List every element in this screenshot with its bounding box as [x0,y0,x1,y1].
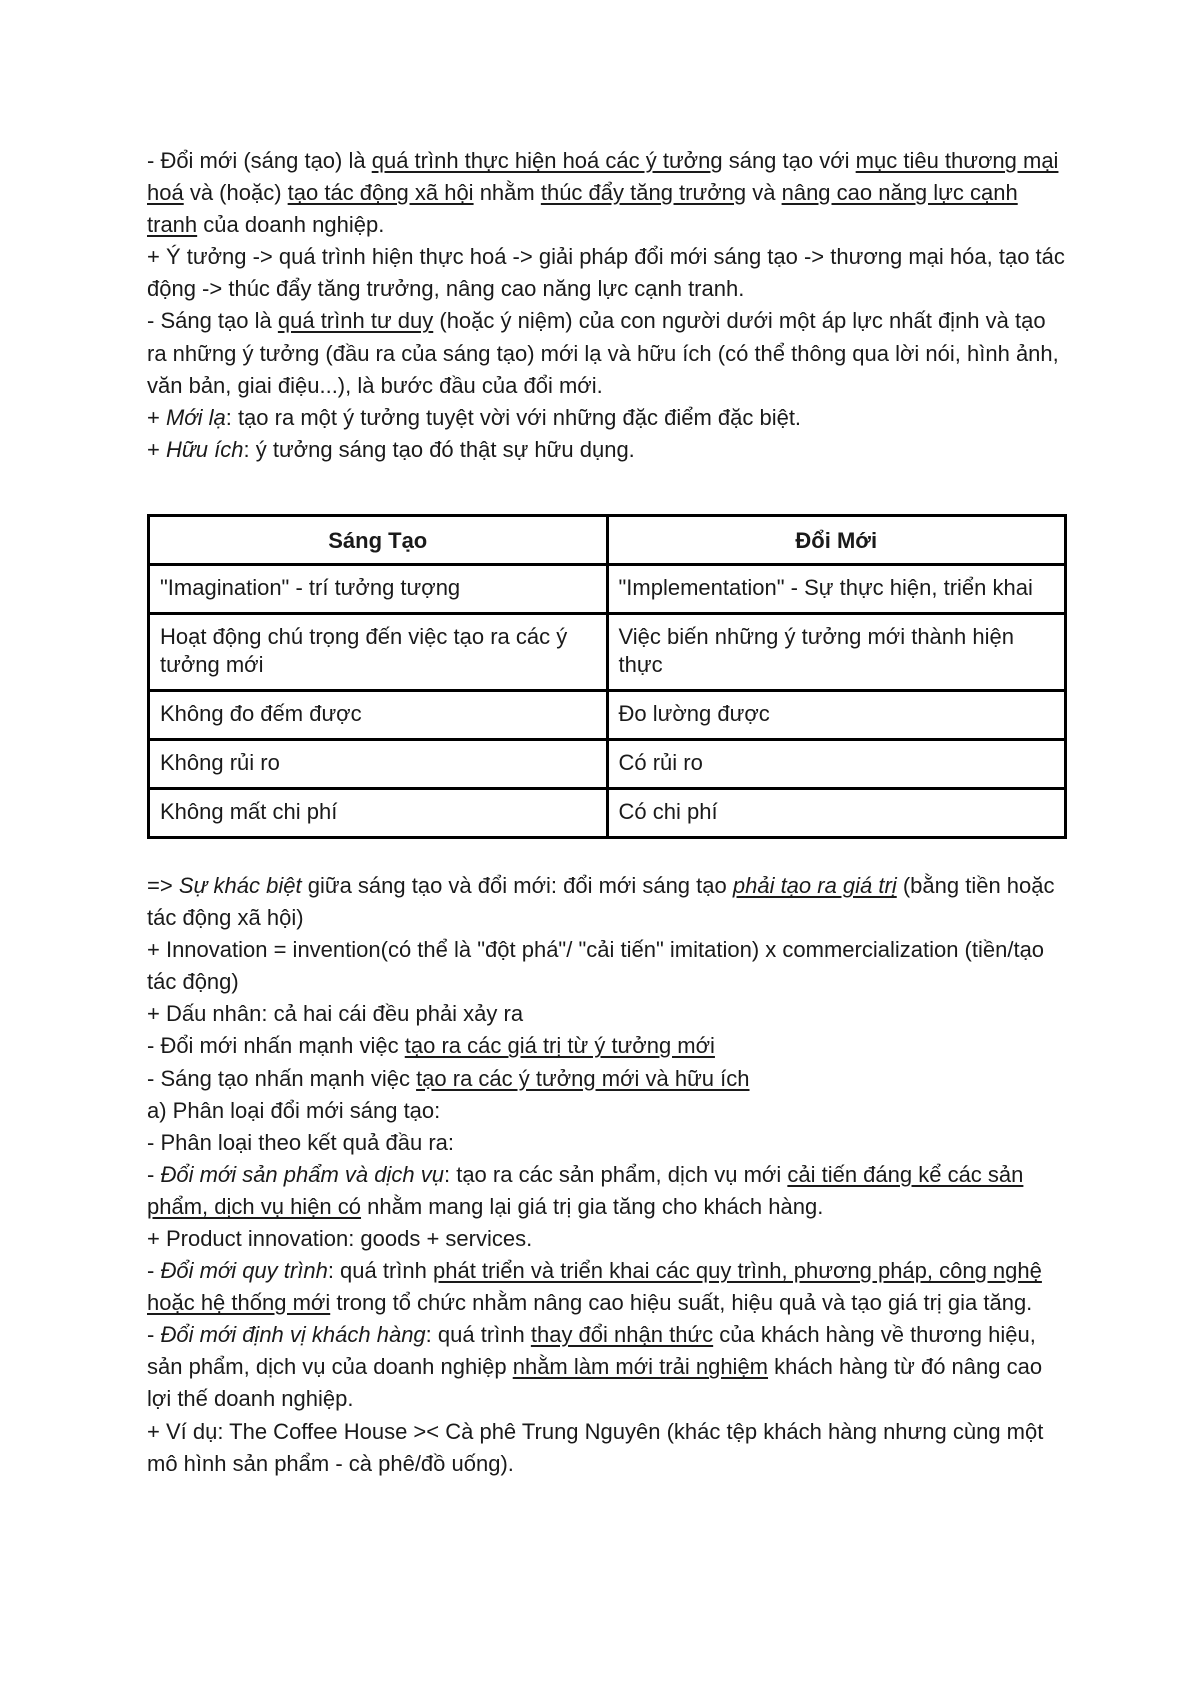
process-innovation: - Đổi mới quy trình: quá trình phát triển và triển khai các quy trình, phương pháp, công nghệ hoặc hệ thống mới trong tổ chức nhằm nâng cao hiệu suất, hiệu quả và tạo giá trị gia tăng. [147,1258,1042,1316]
innovation-formula: + Innovation = invention(có thể là "đột phá"/ "cải tiến" imitation) x commercialization (tiền/tạo tác động) [147,937,1045,995]
table-cell: Có rủi ro [607,739,1066,788]
table-row [149,788,1066,837]
table-row [149,564,1066,613]
difference-summary: => Sự khác biệt giữa sáng tạo và đổi mới: đổi mới sáng tạo phải tạo ra giá trị (bằng tiền hoặc tác động xã hội) [147,872,1055,931]
product-innovation-note: + Product innovation: goods + services. [147,1225,533,1251]
table-cell: Không mất chi phí [149,788,608,837]
table-header-creativity: Sáng Tạo [149,515,608,564]
example-coffee: + Ví dụ: The Coffee House >< Cà phê Trung Nguyên (khác tệp khách hàng nhưng cùng một mô hình sản phẩm - cà phê/đồ uống). [147,1418,1044,1476]
document-page [147,145,1067,1480]
creativity-emphasis: - Sáng tạo nhấn mạnh việc tạo ra các ý tưởng mới và hữu ích [147,1065,750,1091]
innovation-emphasis: - Đổi mới nhấn mạnh việc tạo ra các giá trị từ ý tưởng mới [147,1033,715,1059]
product-service-innovation: - Đổi mới sản phẩm và dịch vụ: tạo ra các sản phẩm, dịch vụ mới cải tiến đáng kể các sản phẩm, dịch vụ hiện có nhằm mang lại giá trị gia tăng cho khách hàng. [147,1161,1024,1219]
intro-section [147,145,1067,466]
table-row [149,690,1066,739]
table-cell: Hoạt động chú trọng đến việc tạo ra các ý tưởng mới [149,613,608,690]
table-cell: Không rủi ro [149,739,608,788]
table-cell: "Implementation" - Sự thực hiện, triển khai [607,564,1066,613]
section-heading-classification: a) Phân loại đổi mới sáng tạo: [147,1097,441,1123]
comparison-table [147,514,1067,839]
table-row [149,739,1066,788]
intro-useful: + Hữu ích: ý tưởng sáng tạo đó thật sự hữu dụng. [147,436,635,462]
table-cell: Không đo đếm được [149,690,608,739]
customer-positioning-innovation: - Đổi mới định vị khách hàng: quá trình thay đổi nhận thức của khách hàng về thương hiệu, sản phẩm, dịch vụ của doanh nghiệp nhằm làm mới trải nghiệm khách hàng từ đó nâng cao lợi thế doanh nghiệp. [147,1322,1043,1412]
multiplication-note: + Dấu nhân: cả hai cái đều phải xảy ra [147,1001,524,1027]
table-cell: Có chi phí [607,788,1066,837]
intro-process-chain: + Ý tưởng -> quá trình hiện thực hoá -> giải pháp đổi mới sáng tạo -> thương mại hóa, tạo tác động -> thúc đẩy tăng trưởng, nâng cao năng lực cạnh tranh. [147,244,1065,302]
table-cell: Việc biến những ý tưởng mới thành hiện thực [607,613,1066,690]
table-header-row [149,515,1066,564]
table-cell: Đo lường được [607,690,1066,739]
classification-by-output: - Phân loại theo kết quả đầu ra: [147,1129,454,1155]
table-cell: "Imagination" - trí tưởng tượng [149,564,608,613]
table-header-innovation: Đổi Mới [607,515,1066,564]
body-section [147,870,1067,1480]
intro-definition-innovation: - Đổi mới (sáng tạo) là quá trình thực hiện hoá các ý tưởng sáng tạo với mục tiêu thương mại hoá và (hoặc) tạo tác động xã hội nhằm thúc đẩy tăng trưởng và nâng cao năng lực cạnh tranh của doanh nghiệp. [147,148,1059,238]
intro-definition-creativity: - Sáng tạo là quá trình tư duy (hoặc ý niệm) của con người dưới một áp lực nhất định và tạo ra những ý tưởng (đầu ra của sáng tạo) mới lạ và hữu ích (có thể thông qua lời nói, hình ảnh, văn bản, giai điệu...), là bước đầu của đổi mới. [147,308,1059,398]
intro-novel: + Mới lạ: tạo ra một ý tưởng tuyệt vời với những đặc điểm đặc biệt. [147,404,802,430]
table-row [149,613,1066,690]
